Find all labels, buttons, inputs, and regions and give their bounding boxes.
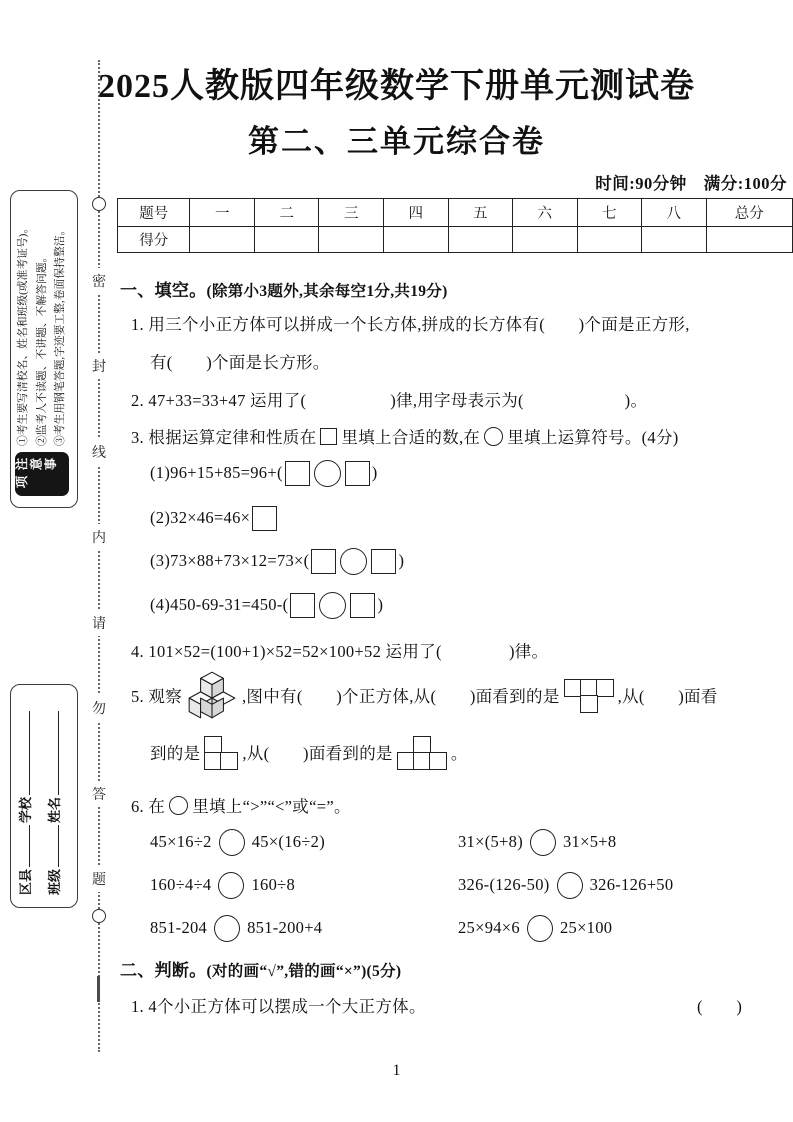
section2-heading-title: 二、判断。 xyxy=(120,961,207,980)
blank-square-icon xyxy=(290,593,315,618)
score-header-cell: 总分 xyxy=(706,199,792,227)
notice-box xyxy=(10,190,78,508)
question-3-item-4 xyxy=(150,590,383,620)
compare-circle-icon xyxy=(527,915,553,942)
view-shape-front xyxy=(397,736,447,769)
paper-subtitle: 第二、三单元综合卷 xyxy=(248,124,545,159)
seal-char: 请 xyxy=(92,610,106,636)
question-5-text: ,图中有( )个正方体,从( )面看到的是 xyxy=(242,687,560,706)
operator-circle-icon xyxy=(484,427,503,446)
notice-item-3: ③考生用钢笔答题,字迹要工整,卷面保持整洁。 xyxy=(54,224,67,446)
notice-label: 注意事项 xyxy=(15,458,59,490)
cube-stack-figure xyxy=(185,669,239,721)
student-info-box xyxy=(10,684,78,908)
score-table xyxy=(117,198,793,253)
formula-text: ) xyxy=(377,595,384,614)
question-6-row1-left xyxy=(150,828,325,856)
score-empty-cell xyxy=(319,227,384,253)
expression: 160÷4÷4 xyxy=(150,875,212,894)
question-6 xyxy=(131,793,351,817)
district-label: 区县 xyxy=(18,868,33,895)
seal-char: 封 xyxy=(92,353,106,379)
score-label-cell: 得分 xyxy=(118,227,190,253)
score-header-cell: 题号 xyxy=(118,199,190,227)
compare-circle-icon xyxy=(214,915,240,942)
seal-line-dash xyxy=(97,976,100,1002)
blank-square-icon xyxy=(311,549,336,574)
score-table-header-row xyxy=(118,199,793,227)
question-3 xyxy=(131,424,679,448)
section2-heading xyxy=(120,956,401,981)
name-label: 姓名 xyxy=(47,796,62,823)
compare-circle-icon xyxy=(530,829,556,856)
score-header-cell: 六 xyxy=(513,199,578,227)
question-5-line-1 xyxy=(131,666,718,724)
score-table-score-row xyxy=(118,227,793,253)
question-6-row1-right xyxy=(458,828,616,856)
score-empty-cell xyxy=(706,227,792,253)
page-number: 1 xyxy=(392,1062,401,1079)
school-label: 学校 xyxy=(18,796,33,823)
blank-square-icon xyxy=(252,506,277,531)
question-3-text: 3. 根据运算定律和性质在 xyxy=(131,428,317,447)
judge-question-1-answer-blank: ( ) xyxy=(697,997,743,1016)
operator-circle-icon xyxy=(319,592,346,619)
notice-label-tab xyxy=(15,452,69,496)
compare-circle-icon xyxy=(169,796,188,815)
question-6-row2-left xyxy=(150,871,295,899)
score-empty-cell xyxy=(254,227,319,253)
class-label: 班级 xyxy=(47,868,62,895)
score-empty-cell xyxy=(513,227,578,253)
question-6-text: 里填上“>”“<”或“=”。 xyxy=(192,797,351,816)
score-empty-cell xyxy=(577,227,642,253)
view-shape-top xyxy=(564,679,614,712)
notice-item-1: ①考生要写清校名、姓名和班级(或准考证号)。 xyxy=(17,222,30,446)
question-3-item-1 xyxy=(150,458,378,488)
expression: 45×16÷2 xyxy=(150,832,212,851)
seal-circle-top-icon xyxy=(92,197,106,211)
blank-square-icon xyxy=(345,461,370,486)
operator-circle-icon xyxy=(340,548,367,575)
seal-char: 题 xyxy=(92,866,106,892)
name-blank-line xyxy=(46,711,59,795)
section1-heading xyxy=(120,276,448,301)
question-5-text: ,从( )面看 xyxy=(617,687,718,706)
expression: 851-200+4 xyxy=(247,918,323,937)
question-5-text: ,从( )面看到的是 xyxy=(242,744,393,763)
question-3-text: 里填上运算符号。(4分) xyxy=(507,428,679,447)
seal-char: 密 xyxy=(92,268,106,294)
seal-char: 内 xyxy=(92,524,106,550)
expression: 25×94×6 xyxy=(458,918,520,937)
blank-square-icon xyxy=(371,549,396,574)
question-5-text: 。 xyxy=(450,744,468,763)
blank-square-icon xyxy=(285,461,310,486)
question-3-item-2 xyxy=(150,503,279,533)
question-2: 2. 47+33=33+47 运用了( )律,用字母表示为( )。 xyxy=(131,391,648,410)
score-empty-cell xyxy=(448,227,513,253)
seal-text xyxy=(90,268,108,892)
question-3-item-3 xyxy=(150,546,404,576)
score-header-cell: 一 xyxy=(190,199,255,227)
score-header-cell: 五 xyxy=(448,199,513,227)
notice-item-2: ②监考人不读题、不讲题、不解答问题。 xyxy=(35,251,48,446)
seal-circle-bottom-icon xyxy=(92,909,106,923)
score-header-cell: 八 xyxy=(642,199,707,227)
expression: 326-126+50 xyxy=(589,875,674,894)
compare-circle-icon xyxy=(219,829,245,856)
view-shape-side xyxy=(204,736,238,769)
formula-text: ) xyxy=(398,551,405,570)
question-6-row3-left xyxy=(150,914,322,942)
paper-title: 2025人教版四年级数学下册单元测试卷 xyxy=(98,68,695,105)
formula-text: (2)32×46=46× xyxy=(150,508,251,527)
score-header-cell: 四 xyxy=(383,199,448,227)
score-header-cell: 七 xyxy=(577,199,642,227)
expression: 45×(16÷2) xyxy=(251,832,326,851)
expression: 326-(126-50) xyxy=(458,875,550,894)
district-blank-line xyxy=(17,825,30,867)
question-6-text: 6. 在 xyxy=(131,797,166,816)
seal-char: 答 xyxy=(92,781,106,807)
formula-text: ) xyxy=(371,463,378,482)
expression: 160÷8 xyxy=(251,875,296,894)
operator-circle-icon xyxy=(314,460,341,487)
question-5-text: 5. 观察 xyxy=(131,687,182,706)
judge-question-1: 1. 4个小正方体可以摆成一个大正方体。 xyxy=(131,997,426,1016)
score-empty-cell xyxy=(642,227,707,253)
question-5-line-2 xyxy=(150,730,468,774)
question-5-text: 到的是 xyxy=(150,744,201,763)
section2-heading-note: (对的画“√”,错的画“×”)(5分) xyxy=(206,963,402,980)
formula-text: (4)450-69-31=450-( xyxy=(150,595,289,614)
time-and-score-info: 时间:90分钟 满分:100分 xyxy=(595,174,787,193)
seal-char: 勿 xyxy=(92,695,106,721)
question-6-row3-right xyxy=(458,914,612,942)
compare-circle-icon xyxy=(557,872,583,899)
compare-circle-icon xyxy=(218,872,244,899)
expression: 31×(5+8) xyxy=(458,832,523,851)
blank-square-icon xyxy=(350,593,375,618)
class-blank-line xyxy=(46,825,59,867)
question-4: 4. 101×52=(100+1)×52=52×100+52 运用了( )律。 xyxy=(131,642,549,661)
section1-heading-note: (除第小3题外,其余每空1分,共19分) xyxy=(206,283,448,300)
score-empty-cell xyxy=(383,227,448,253)
question-1-line-2: 有( )个面是长方形。 xyxy=(150,353,330,372)
blank-square-icon xyxy=(320,428,337,445)
score-header-cell: 三 xyxy=(319,199,384,227)
section1-heading-title: 一、填空。 xyxy=(120,281,207,300)
seal-char: 线 xyxy=(92,439,106,465)
expression: 851-204 xyxy=(150,918,208,937)
formula-text: (1)96+15+85=96+( xyxy=(150,463,283,482)
question-6-row2-right xyxy=(458,871,673,899)
expression: 31×5+8 xyxy=(563,832,617,851)
formula-text: (3)73×88+73×12=73×( xyxy=(150,551,310,570)
question-1-line-1: 1. 用三个小正方体可以拼成一个长方体,拼成的长方体有( )个面是正方形, xyxy=(131,315,690,334)
score-header-cell: 二 xyxy=(254,199,319,227)
question-3-text: 里填上合适的数,在 xyxy=(341,428,481,447)
school-blank-line xyxy=(17,711,30,795)
expression: 25×100 xyxy=(559,918,613,937)
score-empty-cell xyxy=(190,227,255,253)
